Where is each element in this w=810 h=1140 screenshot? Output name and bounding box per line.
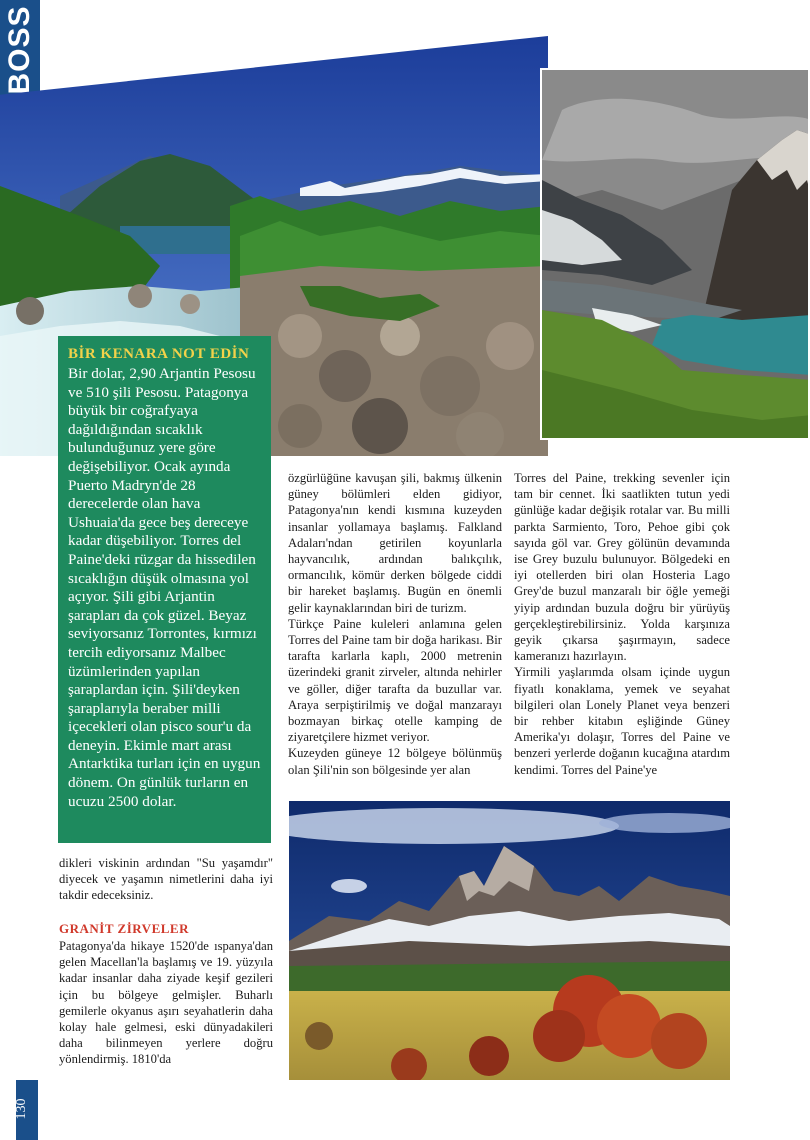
article-column-1-body [59, 938, 273, 1068]
article-paragraph: özgürlüğüne kavuşan şili, bakmış ülkenin güney bölümleri elden gidiyor, Patagonya'nın kendi kısmına kuzeyden insanlar yollamaya başlamış. Falkland Adaları'ndan getirilen koyunlarla hayvancılık, ardından balıkçılık, ormancılık, kömür derken bölgede ciddi bir hareket başlamış. Bugün en önemli gelir kaynaklarından biri de turizm. [288, 471, 502, 615]
article-column-2 [288, 470, 502, 778]
fitz-roy-photo [289, 801, 730, 1080]
travel-notes-box [58, 336, 271, 843]
article-column-1-intro [59, 855, 273, 904]
article-paragraph: Patagonya'da hikaye 1520'de ıspanya'dan gelen Macellan'la başlamış ve 19. yüzyıla kadar insanlar daha ziyade keşif gezileri için bu bölgeye gelmişler. Buharlı gemilerle okyanus aşırı seyahatlerin daha kolay hale gelmesi, eski dünyadakileri daha bilinmeyen yerlere doğru yönlendirmiş. 1810'da [59, 939, 273, 1067]
travel-notes-title: BİR KENARA NOT EDİN [68, 346, 250, 362]
article-paragraph: Torres del Paine, trekking sevenler için tam bir cennet. İki saatlikten tutun yedi günlüğe kadar değişik rotalar var. Bu milli parkta Sarmiento, Toro, Pehoe gibi çok sayıda göl var. Grey gölünün devamında ise Grey buzulu bulunuyor. Bölgedeki en iyi otellerden biri olan Hosteria Lago Grey'de buzul manzaralı bir öğle yemeği yiyip ardından buzula doğru bir yürüyüş gerçekleştirebilirsiniz. Yolda karşınıza geyik çıkarsa şaşırmayın, sadece kameranızı hazırlayın. [514, 471, 730, 664]
article-paragraph: Yirmili yaşlarımda olsam içinde uygun fiyatlı konaklama, yemek ve seyahat bilgileri olan Lonely Planet veya benzeri bir rehber kitabın eşliğinde Güney Amerika'yı dolaşır, Torres del Paine ve benzeri yerlerde doğanın kucağına atardım kendimi. Torres del Paine'ye [514, 665, 730, 777]
magazine-logo: BOSS [3, 5, 36, 95]
article-paragraph: dikleri viskinin ardından "Su yaşamdır" diyecek ve yaşamın nimetlerini daha iyi takdir edeceksiniz. [59, 856, 273, 903]
article-column-3 [514, 470, 730, 778]
page-number: 130 [14, 1098, 29, 1120]
section-heading: GRANİT ZİRVELER [59, 921, 189, 936]
article-paragraph: Kuzeyden güneye 12 bölgeye bölünmüş olan Şili'nin son bölgesinde yer alan [288, 746, 502, 777]
mountain-valley-photo [540, 68, 810, 440]
article-paragraph: Türkçe Paine kuleleri anlamına gelen Torres del Paine tam bir doğa harikası. Bir tarafta karlarla kaplı, 2000 metrenin üzerindeki granit zirveler, altında nehirler ve göller, diğer tarafta da buzullar var. Araya serpiştirilmiş ve doğal manzarayı bozmayan birkaç otelle kamping de ziyaretçilere hizmet veriyor. [288, 616, 502, 745]
travel-notes-body: Bir dolar, 2,90 Arjantin Pesosu ve 510 şili Pesosu. Patagonya büyük bir coğrafyaya dağıldığından sıcaklık bulunduğunuz yere göre değişebiliyor. Ocak ayında Puerto Madryn'de 28 derecelerde olan hava Ushuaia'da gece beş dereceye kadar düşebiliyor. Torres del Paine'deki rüzgar da hissedilen sıcaklığın düşük olmasına yol açıyor. Şili gibi Arjantin şarapları da çok güzel. Beyaz seviyorsanız Torrontes, kırmızı tercih ediyorsanız Malbec üzümlerinden yapılan şaraplardan için. Şili'deyken şaraplarıyla beraber milli içecekleri olan pisco sour'u da deneyin. Ekimle mart arası Antarktika turları için en uygun dönem. On günlük turların en ucuzu 2500 dolar. [68, 365, 261, 810]
